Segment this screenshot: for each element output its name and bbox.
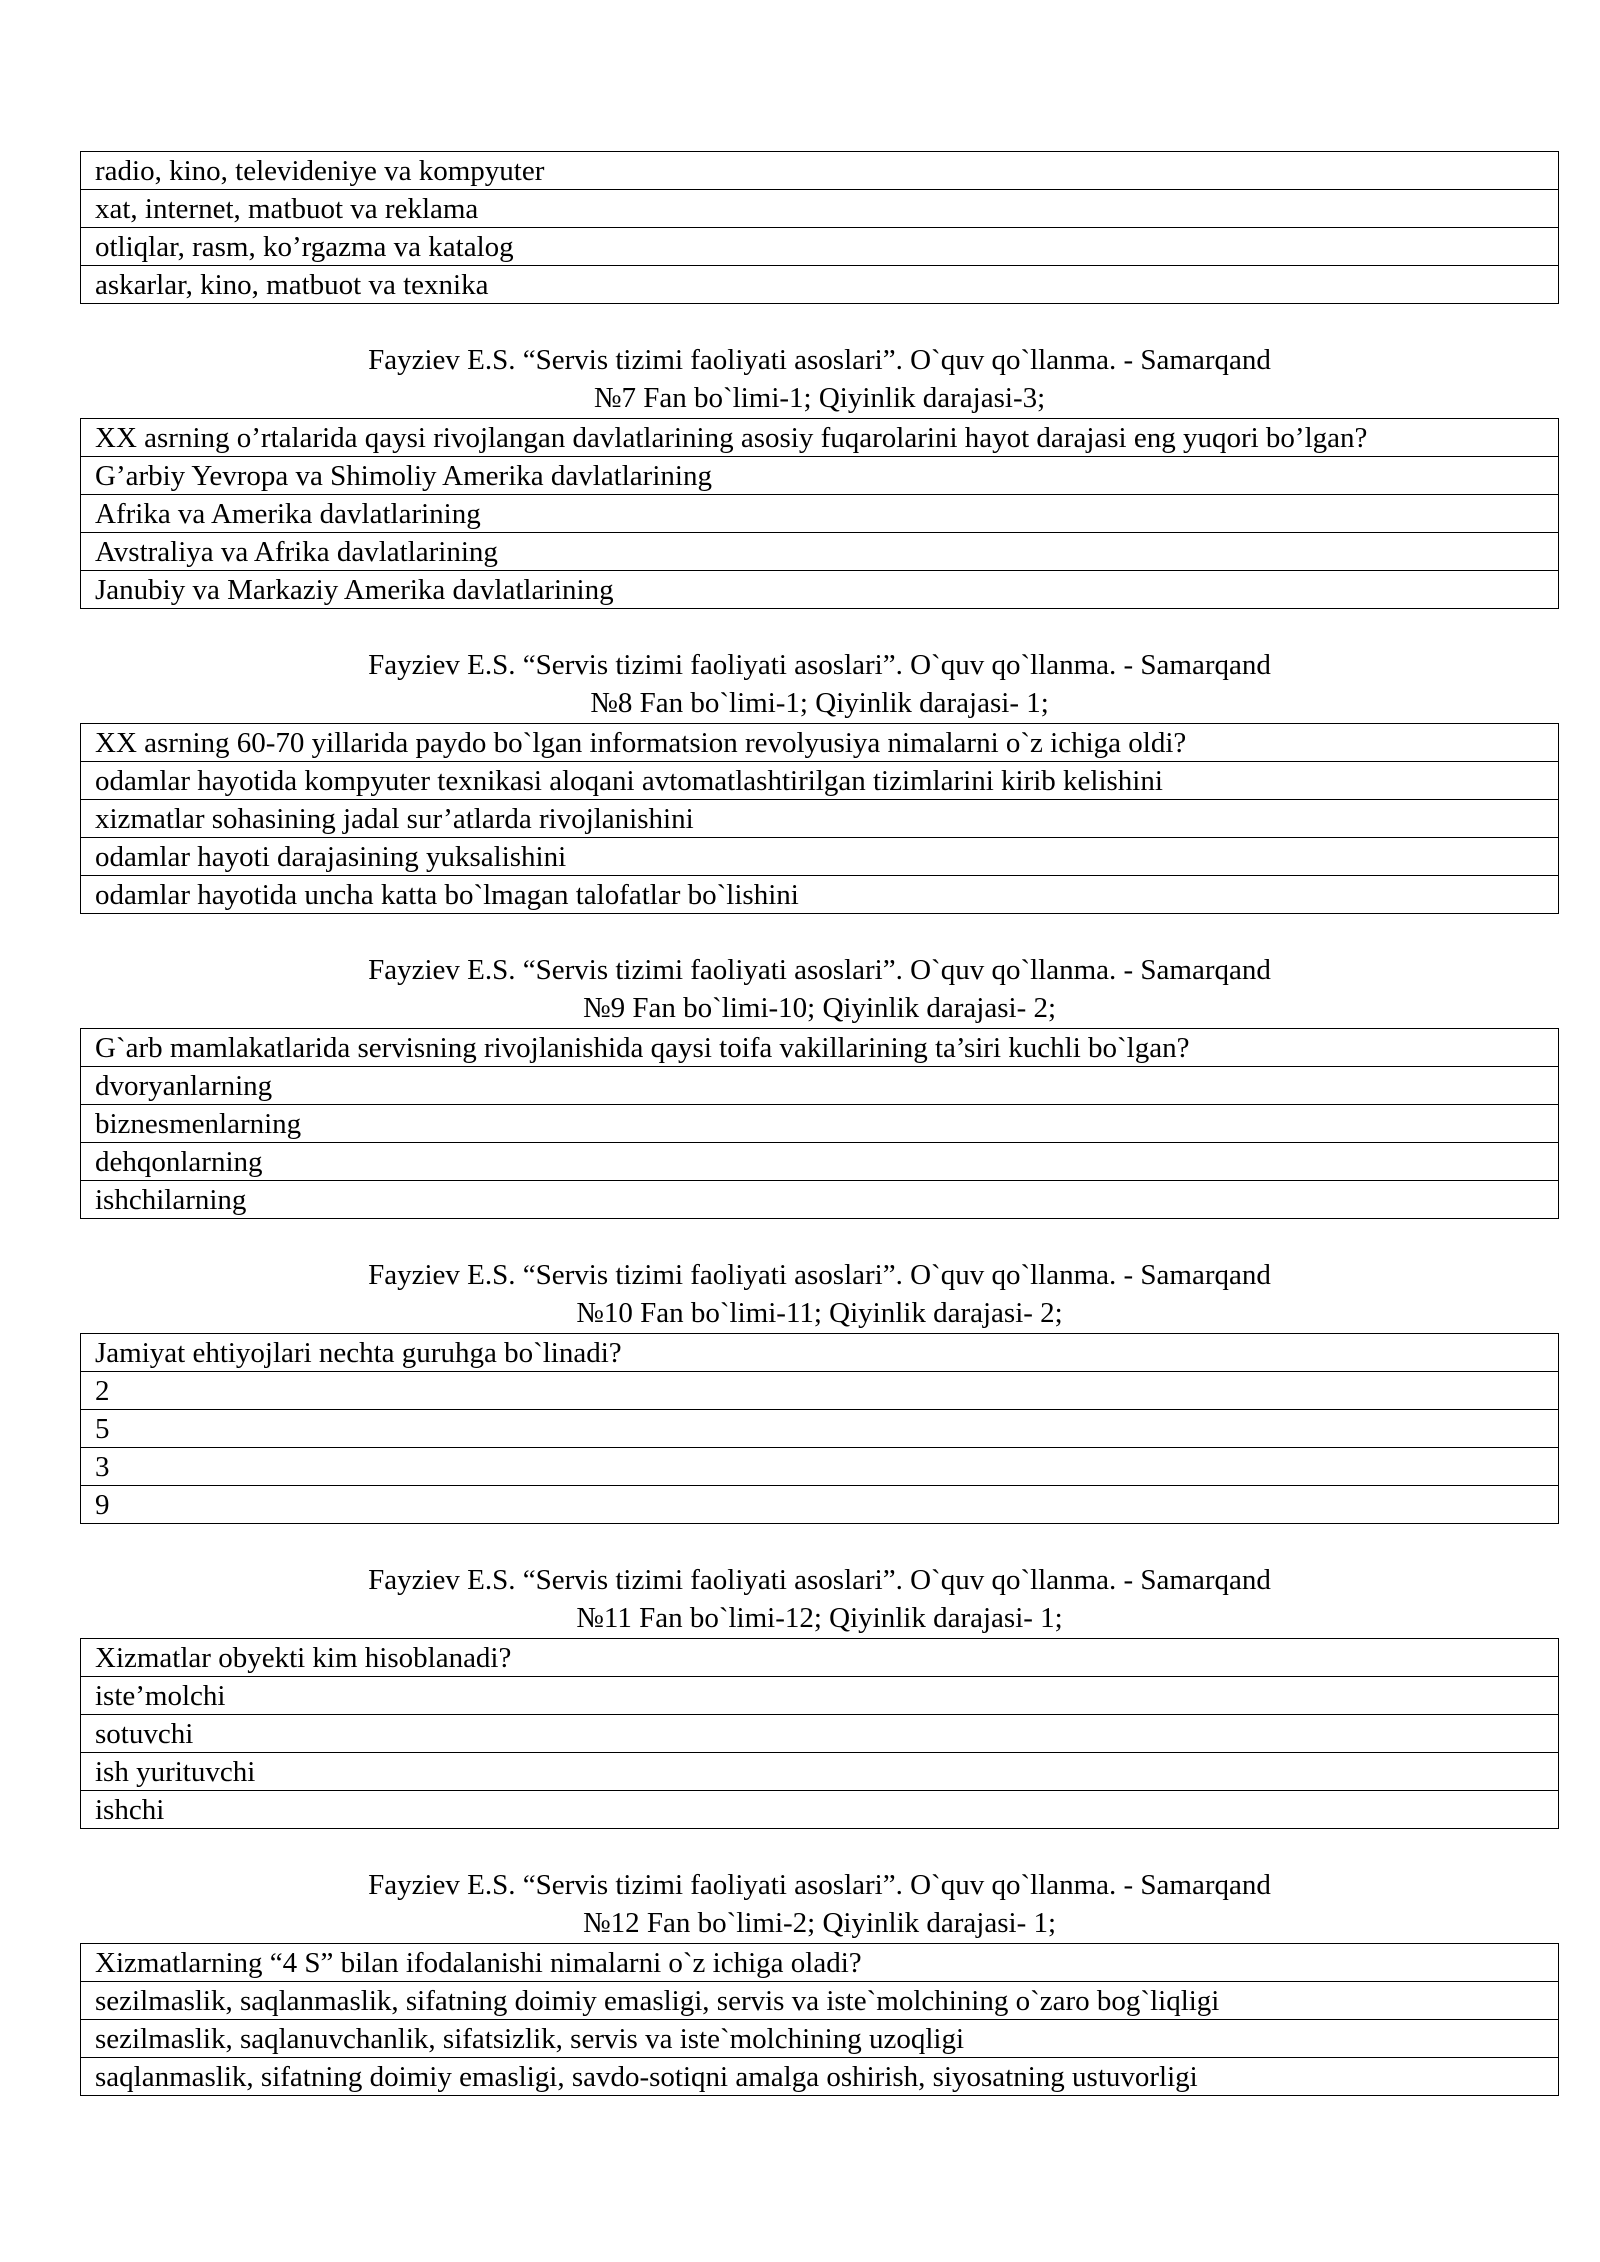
question-row [81, 1029, 1559, 1067]
question-table [80, 1943, 1559, 2096]
answer-row [81, 1181, 1559, 1219]
question-table [80, 723, 1559, 914]
answer-option: askarlar, kino, matbuot va texnika [81, 266, 1559, 304]
question-text: XX asrning 60-70 yillarida paydo bo`lgan informatsion revolyusiya nimalarni o`z ichiga oldi? [81, 724, 1559, 762]
answer-option: 3 [81, 1448, 1559, 1486]
question-meta: №11 Fan bo`limi-12; Qiyinlik darajasi- 1; [576, 1602, 1063, 1634]
question-meta: №12 Fan bo`limi-2; Qiyinlik darajasi- 1; [582, 1907, 1057, 1939]
document-page [80, 151, 1559, 2096]
answer-option: 2 [81, 1372, 1559, 1410]
answer-row [81, 1486, 1559, 1524]
answer-option: G’arbiy Yevropa va Shimoliy Amerika davlatlarining [81, 457, 1559, 495]
question-header [80, 1562, 1559, 1638]
answer-option: sezilmaslik, saqlanmaslik, sifatning doimiy emasligi, servis va iste`molchining o`zaro bog`liqligi [81, 1982, 1559, 2020]
question-text: Jamiyat ehtiyojlari nechta guruhga bo`linadi? [81, 1334, 1559, 1372]
answer-option: odamlar hayotida uncha katta bo`lmagan talofatlar bo`lishini [81, 876, 1559, 914]
answer-option: dvoryanlarning [81, 1067, 1559, 1105]
answer-row [81, 571, 1559, 609]
answer-row [81, 876, 1559, 914]
answer-option: ishchi [81, 1791, 1559, 1829]
question-meta: №10 Fan bo`limi-11; Qiyinlik darajasi- 2; [576, 1297, 1063, 1329]
question-meta: №7 Fan bo`limi-1; Qiyinlik darajasi-3; [593, 382, 1046, 414]
answer-option: iste’molchi [81, 1677, 1559, 1715]
answer-row [81, 1791, 1559, 1829]
answer-option: sezilmaslik, saqlanuvchanlik, sifatsizlik, servis va iste`molchining uzoqligi [81, 2020, 1559, 2058]
answer-option: xat, internet, matbuot va reklama [81, 190, 1559, 228]
question-text: G`arb mamlakatlarida servisning rivojlanishida qaysi toifa vakillarining ta’siri kuchli bo`lgan? [81, 1029, 1559, 1067]
source-citation: Fayziev E.S. “Servis tizimi faoliyati asoslari”. O`quv qo`llanma. - Samarqand [368, 1869, 1271, 1901]
answer-option: odamlar hayoti darajasining yuksalishini [81, 838, 1559, 876]
question-table [80, 1638, 1559, 1829]
answer-option: 9 [81, 1486, 1559, 1524]
answer-row [81, 1143, 1559, 1181]
answer-row [81, 152, 1559, 190]
question-row [81, 1334, 1559, 1372]
answer-row [81, 1677, 1559, 1715]
answer-row [81, 457, 1559, 495]
question-meta: №9 Fan bo`limi-10; Qiyinlik darajasi- 2; [582, 992, 1057, 1024]
question-table [80, 418, 1559, 609]
answer-row [81, 762, 1559, 800]
answer-row [81, 1715, 1559, 1753]
answer-option: dehqonlarning [81, 1143, 1559, 1181]
answer-option: 5 [81, 1410, 1559, 1448]
answer-row [81, 266, 1559, 304]
question-table [80, 1028, 1559, 1219]
source-citation: Fayziev E.S. “Servis tizimi faoliyati asoslari”. O`quv qo`llanma. - Samarqand [368, 344, 1271, 376]
answer-option: sotuvchi [81, 1715, 1559, 1753]
question-header [80, 647, 1559, 723]
answer-row [81, 1410, 1559, 1448]
question-text: XX asrning o’rtalarida qaysi rivojlangan davlatlarining asosiy fuqarolarini hayot darajasi eng yuqori bo’lgan? [81, 419, 1559, 457]
question-text: Xizmatlarning “4 S” bilan ifodalanishi nimalarni o`z ichiga oladi? [81, 1944, 1559, 1982]
answer-table-continued [80, 151, 1559, 304]
source-citation: Fayziev E.S. “Servis tizimi faoliyati asoslari”. O`quv qo`llanma. - Samarqand [368, 1259, 1271, 1291]
answer-option: odamlar hayotida kompyuter texnikasi aloqani avtomatlashtirilgan tizimlarini kirib kelishini [81, 762, 1559, 800]
question-row [81, 1944, 1559, 1982]
source-citation: Fayziev E.S. “Servis tizimi faoliyati asoslari”. O`quv qo`llanma. - Samarqand [368, 1564, 1271, 1596]
answer-row [81, 495, 1559, 533]
answer-option: saqlanmaslik, sifatning doimiy emasligi, savdo-sotiqni amalga oshirish, siyosatning ustuvorligi [81, 2058, 1559, 2096]
question-row [81, 1639, 1559, 1677]
source-citation: Fayziev E.S. “Servis tizimi faoliyati asoslari”. O`quv qo`llanma. - Samarqand [368, 649, 1271, 681]
question-header [80, 1867, 1559, 1943]
question-table [80, 1333, 1559, 1524]
answer-row [81, 838, 1559, 876]
answer-row [81, 1372, 1559, 1410]
answer-option: ishchilarning [81, 1181, 1559, 1219]
answer-row [81, 190, 1559, 228]
answer-row [81, 800, 1559, 838]
answer-option: Janubiy va Markaziy Amerika davlatlarining [81, 571, 1559, 609]
answer-row [81, 533, 1559, 571]
question-header [80, 342, 1559, 418]
question-row [81, 724, 1559, 762]
answer-row [81, 1105, 1559, 1143]
answer-option: radio, kino, televideniye va kompyuter [81, 152, 1559, 190]
question-header [80, 1257, 1559, 1333]
answer-option: otliqlar, rasm, ko’rgazma va katalog [81, 228, 1559, 266]
answer-row [81, 228, 1559, 266]
question-meta: №8 Fan bo`limi-1; Qiyinlik darajasi- 1; [590, 687, 1049, 719]
answer-option: xizmatlar sohasining jadal sur’atlarda rivojlanishini [81, 800, 1559, 838]
answer-row [81, 1982, 1559, 2020]
question-text: Xizmatlar obyekti kim hisoblanadi? [81, 1639, 1559, 1677]
source-citation: Fayziev E.S. “Servis tizimi faoliyati asoslari”. O`quv qo`llanma. - Samarqand [368, 954, 1271, 986]
answer-option: biznesmenlarning [81, 1105, 1559, 1143]
answer-option: Avstraliya va Afrika davlatlarining [81, 533, 1559, 571]
answer-option: Afrika va Amerika davlatlarining [81, 495, 1559, 533]
answer-option: ish yurituvchi [81, 1753, 1559, 1791]
question-header [80, 952, 1559, 1028]
answer-row [81, 1448, 1559, 1486]
answer-row [81, 2020, 1559, 2058]
answer-row [81, 1753, 1559, 1791]
question-row [81, 419, 1559, 457]
answer-row [81, 2058, 1559, 2096]
answer-row [81, 1067, 1559, 1105]
